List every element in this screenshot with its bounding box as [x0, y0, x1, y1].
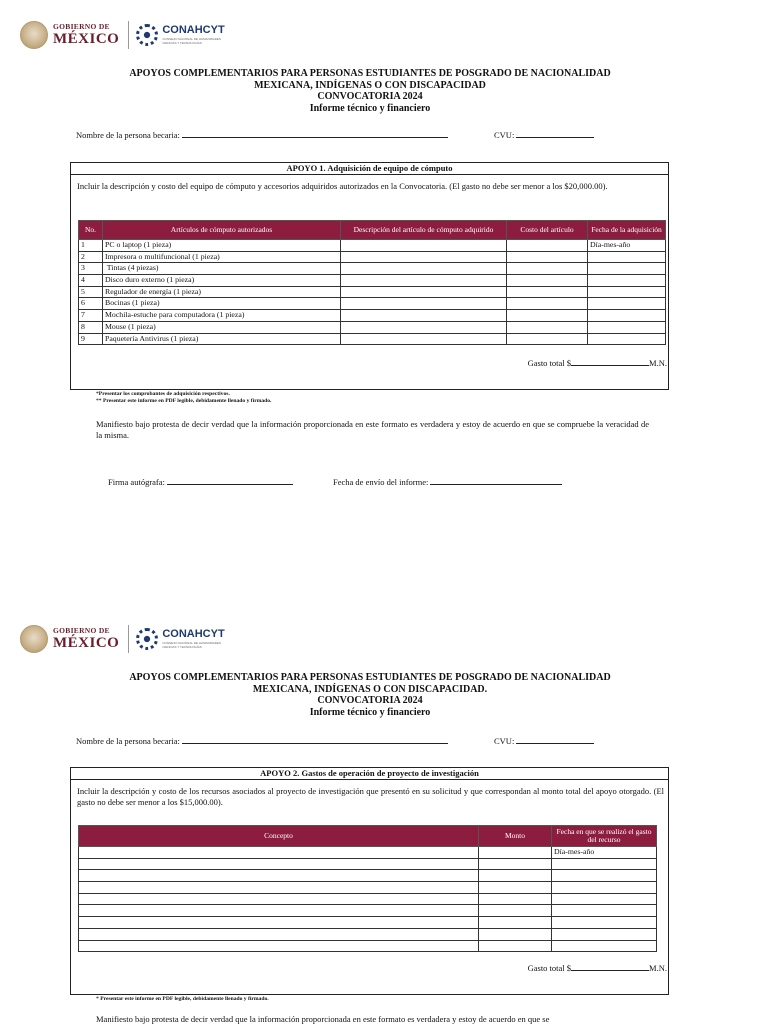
conahcyt-subtitle: CONSEJO NACIONAL DE HUMANIDADES CIENCIAS Y TECNOLOGÍAS	[162, 37, 221, 45]
table-row	[79, 870, 657, 882]
table-row	[79, 298, 666, 310]
footnotes	[96, 391, 271, 405]
title-line-3: CONVOCATORIA 2024	[317, 91, 423, 102]
row-item: Disco duro externo (1 pieza)	[103, 275, 341, 287]
fecha-envio-field	[333, 476, 562, 487]
document-title	[0, 672, 740, 718]
row-number: 8	[79, 321, 103, 333]
concepto-cell[interactable]	[79, 928, 479, 940]
monto-cell[interactable]	[479, 882, 552, 894]
fecha-cell[interactable]	[552, 893, 657, 905]
table-row	[79, 310, 666, 322]
row-date-cell[interactable]	[588, 263, 666, 275]
row-description-cell[interactable]	[341, 251, 507, 263]
header-monto: Monto	[479, 826, 552, 847]
row-description-cell[interactable]	[341, 286, 507, 298]
apoyo-2-description: Incluir la descripción y costo de los recursos asociados al proyecto de investigación que presentó en su solicitud y que correspondan al monto total del apoyo otorgado. (El gasto no debe ser menor a los $15,000.00).	[77, 786, 664, 807]
header-logos	[20, 622, 225, 656]
table-row	[79, 905, 657, 917]
monto-cell[interactable]	[479, 893, 552, 905]
row-date-cell[interactable]: Día-mes-año	[588, 240, 666, 252]
becario-name-blank[interactable]	[182, 129, 448, 138]
protesta-statement: Manifiesto bajo protesta de decir verdad que la información proporcionada en este formato es verdadera y estoy de acuerdo en que se	[96, 1014, 550, 1024]
row-date-cell[interactable]	[588, 286, 666, 298]
footnotes	[96, 996, 269, 1003]
table-row	[79, 251, 666, 263]
row-item: PC o laptop (1 pieza)	[103, 240, 341, 252]
row-description-cell[interactable]	[341, 298, 507, 310]
apoyo-1-description: Incluir la descripción y costo del equipo de cómputo y accesorios adquiridos autorizados en la Convocatoria. (El gasto no debe ser menor a los $20,000.00).	[77, 181, 608, 191]
table-row	[79, 847, 657, 859]
table-row	[79, 893, 657, 905]
row-item: Mochila-estuche para computadora (1 pieza)	[103, 310, 341, 322]
row-cost-cell[interactable]	[507, 310, 588, 322]
title-line-4: Informe técnico y financiero	[309, 706, 431, 718]
becario-name-field	[76, 735, 448, 746]
firma-label: Firma autógrafa:	[108, 477, 165, 487]
cvu-label: CVU:	[494, 736, 515, 746]
gobierno-big-text: MÉXICO	[53, 634, 120, 651]
row-number: 5	[79, 286, 103, 298]
row-cost-cell[interactable]	[507, 240, 588, 252]
becario-name-label: Nombre de la persona becaria:	[76, 130, 180, 140]
table-row	[79, 858, 657, 870]
gobierno-mexico-logo	[53, 23, 119, 47]
becario-name-label: Nombre de la persona becaria:	[76, 736, 180, 746]
title-line-2: MEXICANA, INDÍGENAS O CON DISCAPACIDAD	[254, 79, 486, 91]
row-date-cell[interactable]	[588, 333, 666, 345]
mexico-seal-icon	[20, 625, 48, 653]
footnote-2: ** Presentar este informe en PDF legible, debidamente llenado y firmado.	[96, 398, 272, 404]
row-date-cell[interactable]	[588, 310, 666, 322]
equipment-table	[78, 220, 666, 345]
apoyo-1-box	[70, 162, 669, 390]
fecha-cell[interactable]	[552, 858, 657, 870]
header-articulos: Artículos de cómputo autorizados	[103, 221, 341, 240]
footnote-1: *Presentar los comprobantes de adquisición respectivos.	[96, 391, 230, 397]
cvu-blank[interactable]	[516, 735, 594, 744]
conahcyt-subtitle: CONSEJO NACIONAL DE HUMANIDADES CIENCIAS Y TECNOLOGÍAS	[162, 641, 221, 649]
table-row	[79, 333, 666, 345]
table-row	[79, 321, 666, 333]
conahcyt-logo	[162, 629, 224, 649]
row-description-cell[interactable]	[341, 333, 507, 345]
becario-name-field	[76, 129, 448, 140]
row-cost-cell[interactable]	[507, 286, 588, 298]
apoyo-2-title: APOYO 2. Gastos de operación de proyecto de investigación	[71, 768, 668, 780]
title-line-1: APOYOS COMPLEMENTARIOS PARA PERSONAS ESTUDIANTES DE POSGRADO DE NACIONALIDAD	[129, 68, 611, 79]
row-description-cell[interactable]	[341, 310, 507, 322]
cvu-blank[interactable]	[516, 129, 594, 138]
row-item: Paquetería Antivirus (1 pieza)	[103, 333, 341, 345]
monto-cell[interactable]	[479, 847, 552, 859]
protesta-statement: Manifiesto bajo protesta de decir verdad que la información proporcionada en este formato es verdadera y estoy de acuerdo en que se compruebe la veracidad de la misma.	[96, 419, 649, 440]
row-cost-cell[interactable]	[507, 275, 588, 287]
row-cost-cell[interactable]	[507, 251, 588, 263]
gasto-total-suffix: M.N.	[649, 963, 667, 973]
table-row	[79, 263, 666, 275]
monto-cell[interactable]	[479, 917, 552, 929]
row-description-cell[interactable]	[341, 275, 507, 287]
concepto-cell[interactable]	[79, 917, 479, 929]
cvu-field	[494, 129, 594, 140]
concepto-cell[interactable]	[79, 858, 479, 870]
logo-divider	[128, 21, 129, 49]
conahcyt-emblem-icon	[136, 628, 158, 650]
header-costo: Costo del artículo	[507, 221, 588, 240]
row-number: 9	[79, 333, 103, 345]
row-item: Impresora o multifuncional (1 pieza)	[103, 251, 341, 263]
fecha-cell[interactable]	[552, 917, 657, 929]
gasto-total-label: Gasto total $	[527, 358, 572, 368]
row-number: 3	[79, 263, 103, 275]
row-description-cell[interactable]	[341, 240, 507, 252]
row-description-cell[interactable]	[341, 263, 507, 275]
gobierno-small-text: GOBIERNO DE	[53, 626, 110, 636]
monto-cell[interactable]	[479, 928, 552, 940]
gasto-total-suffix: M.N.	[649, 358, 667, 368]
gobierno-big-text: MÉXICO	[53, 30, 120, 47]
firma-field	[108, 476, 293, 487]
gasto-total-field	[528, 357, 667, 368]
table-row	[79, 917, 657, 929]
concepto-cell[interactable]	[79, 905, 479, 917]
concepto-cell[interactable]	[79, 882, 479, 894]
title-line-4: Informe técnico y financiero	[309, 102, 431, 114]
monto-cell[interactable]	[479, 905, 552, 917]
fecha-envio-blank[interactable]	[430, 476, 562, 485]
row-date-cell[interactable]	[588, 275, 666, 287]
table-row	[79, 275, 666, 287]
fecha-cell[interactable]	[552, 905, 657, 917]
monto-cell[interactable]	[479, 870, 552, 882]
table-row	[79, 286, 666, 298]
fecha-cell[interactable]	[552, 870, 657, 882]
conahcyt-name: CONAHCYT	[162, 24, 225, 36]
document-title	[0, 68, 740, 114]
conahcyt-logo	[162, 25, 224, 45]
gobierno-mexico-logo	[53, 627, 119, 651]
becario-name-blank[interactable]	[182, 735, 448, 744]
logo-divider	[128, 625, 129, 653]
title-line-1: APOYOS COMPLEMENTARIOS PARA PERSONAS ESTUDIANTES DE POSGRADO DE NACIONALIDAD	[129, 672, 611, 683]
gasto-total-blank[interactable]	[571, 357, 649, 366]
monto-cell[interactable]	[479, 940, 552, 952]
header-concepto: Concepto	[79, 826, 479, 847]
title-line-2: MEXICANA, INDÍGENAS O CON DISCAPACIDAD.	[252, 683, 488, 695]
gasto-total-field	[528, 962, 667, 973]
row-number: 6	[79, 298, 103, 310]
row-number: 4	[79, 275, 103, 287]
table-row	[79, 928, 657, 940]
table-row	[79, 882, 657, 894]
fecha-cell[interactable]: Día-mes-año	[552, 847, 657, 859]
apoyo-1-title: APOYO 1. Adquisición de equipo de cómputo	[71, 163, 668, 175]
concepto-cell[interactable]	[79, 893, 479, 905]
expenses-table	[78, 825, 657, 952]
row-number: 1	[79, 240, 103, 252]
mexico-seal-icon	[20, 21, 48, 49]
header-fecha: Fecha de la adquisición	[588, 221, 666, 240]
header-no: No.	[79, 221, 103, 240]
gasto-total-blank[interactable]	[571, 962, 649, 971]
row-cost-cell[interactable]	[507, 263, 588, 275]
row-cost-cell[interactable]	[507, 333, 588, 345]
row-item: Regulador de energía (1 pieza)	[103, 286, 341, 298]
apoyo-2-box	[70, 767, 669, 995]
row-description-cell[interactable]	[341, 321, 507, 333]
fecha-envio-label: Fecha de envío del informe:	[333, 477, 429, 487]
header-logos	[20, 18, 225, 52]
table-row	[79, 240, 666, 252]
row-number: 7	[79, 310, 103, 322]
cvu-label: CVU:	[494, 130, 515, 140]
row-cost-cell[interactable]	[507, 298, 588, 310]
row-item: Bocinas (1 pieza)	[103, 298, 341, 310]
conahcyt-name: CONAHCYT	[162, 628, 225, 640]
table-row	[79, 940, 657, 952]
row-item: Mouse (1 pieza)	[103, 321, 341, 333]
row-cost-cell[interactable]	[507, 321, 588, 333]
row-date-cell[interactable]	[588, 251, 666, 263]
page-2	[0, 604, 768, 1024]
concepto-cell[interactable]	[79, 847, 479, 859]
concepto-cell[interactable]	[79, 940, 479, 952]
cvu-field	[494, 735, 594, 746]
gasto-total-label: Gasto total $	[527, 963, 572, 973]
conahcyt-emblem-icon	[136, 24, 158, 46]
header-fecha-gasto: Fecha en que se realizó el gasto del recurso	[552, 826, 657, 847]
firma-blank[interactable]	[167, 476, 293, 485]
fecha-cell[interactable]	[552, 882, 657, 894]
fecha-cell[interactable]	[552, 940, 657, 952]
row-date-cell[interactable]	[588, 321, 666, 333]
row-date-cell[interactable]	[588, 298, 666, 310]
row-number: 2	[79, 251, 103, 263]
monto-cell[interactable]	[479, 858, 552, 870]
fecha-cell[interactable]	[552, 928, 657, 940]
gobierno-small-text: GOBIERNO DE	[53, 22, 110, 32]
title-line-3: CONVOCATORIA 2024	[317, 695, 423, 706]
footnote-1: * Presentar este informe en PDF legible, debidamente llenado y firmado.	[96, 996, 269, 1002]
concepto-cell[interactable]	[79, 870, 479, 882]
row-item: Tintas (4 piezas)	[103, 263, 341, 275]
header-descripcion: Descripción del artículo de cómputo adquirido	[341, 221, 507, 240]
